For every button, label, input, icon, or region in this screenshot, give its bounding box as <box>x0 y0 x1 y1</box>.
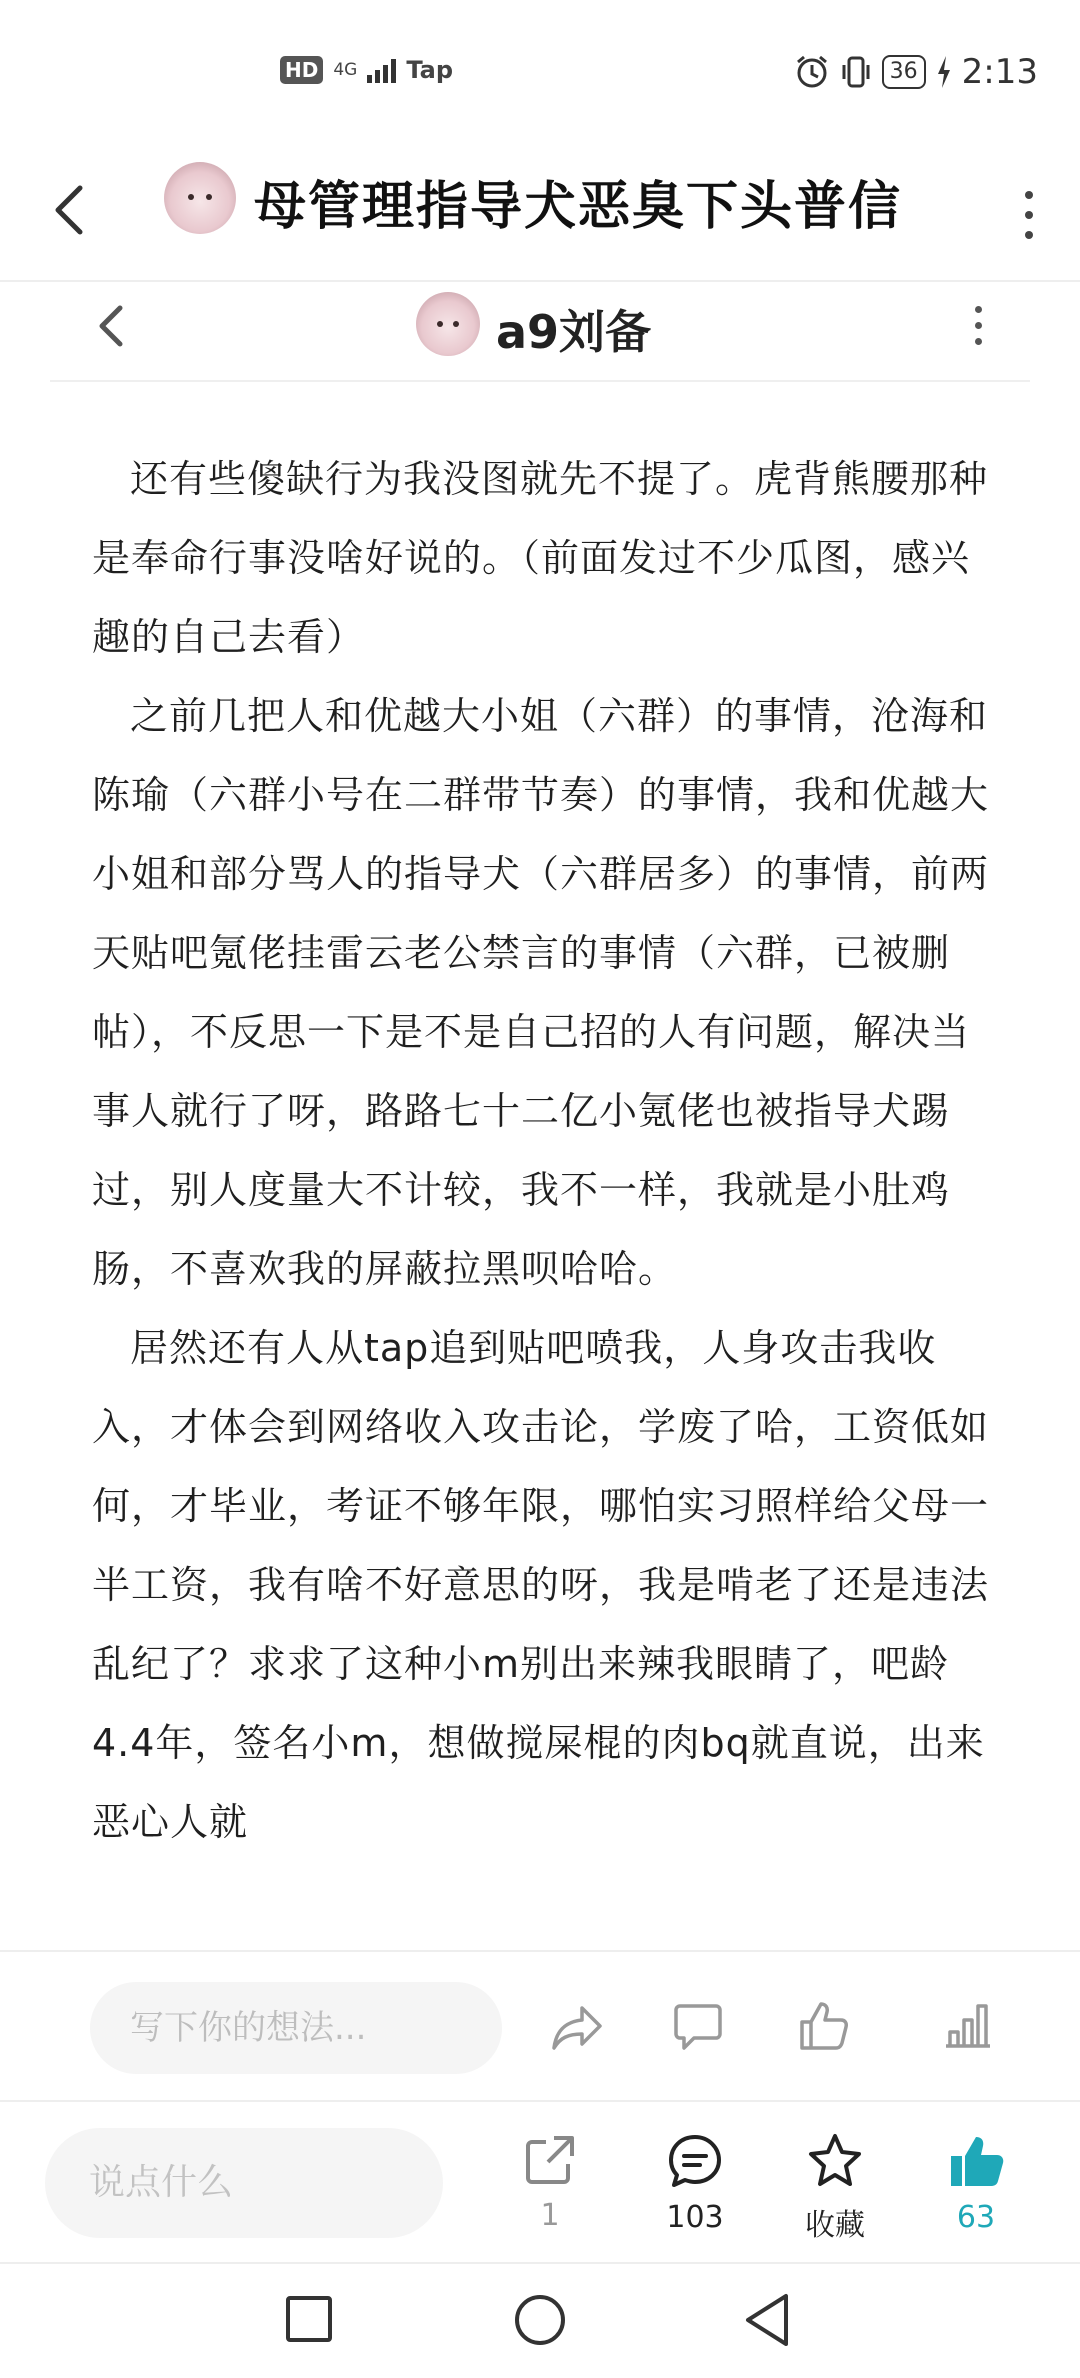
chevron-left-icon <box>40 170 100 250</box>
like-count: 63 <box>956 2200 996 2235</box>
post-body <box>92 440 992 1862</box>
comment-icon[interactable] <box>672 2000 724 2054</box>
post-header <box>50 282 1030 382</box>
share-button[interactable] <box>490 2132 610 2233</box>
comment-input[interactable]: 写下你的想法... <box>90 1982 502 2074</box>
post-back-icon[interactable] <box>90 294 134 358</box>
chat-bubble-icon <box>666 2132 724 2190</box>
star-icon <box>805 2132 865 2190</box>
thumbs-up-icon <box>947 2132 1005 2190</box>
status-left <box>280 56 453 84</box>
more-dot <box>1025 211 1033 219</box>
external-share-icon <box>522 2132 578 2188</box>
app-notification-label: Tap <box>406 56 453 84</box>
paragraph: 居然还有人从tap追到贴吧喷我，人身攻击我收入，才体会到网络收入攻击论，学废了哈，工资低如何，才毕业，考证不够年限，哪怕实习照样给父母一半工资，我有啥不好意思的呀，我是啃老了还是违法乱纪了？求求了这种小m别出来辣我眼睛了，吧龄4.4年，签名小m，想做搅屎棍的肉bq就直说，出来恶心人就 <box>92 1326 990 1844</box>
back-button[interactable] <box>40 170 100 250</box>
charging-icon <box>936 56 952 88</box>
like-icon[interactable] <box>798 1998 850 2054</box>
recents-icon[interactable] <box>284 2294 334 2344</box>
collect-label: 收藏 <box>805 2208 865 2243</box>
network-type: 4G <box>333 59 358 80</box>
group-avatar[interactable] <box>164 162 236 234</box>
more-dot <box>1025 231 1033 239</box>
status-right <box>794 52 1038 92</box>
back-nav-icon[interactable] <box>742 2292 794 2348</box>
title-bar <box>0 150 1080 282</box>
signal-icon <box>367 57 396 83</box>
battery-indicator: 36 <box>882 55 926 89</box>
share-arrow-icon[interactable] <box>550 2002 606 2054</box>
alarm-icon <box>794 54 830 90</box>
author-avatar[interactable] <box>416 292 480 356</box>
more-button[interactable] <box>1014 180 1044 250</box>
say-input[interactable]: 说点什么 <box>45 2128 443 2238</box>
paragraph: 还有些傻缺行为我没图就先不提了。虎背熊腰那种是奉命行事没啥好说的。（前面发过不少瓜图，感兴趣的自己去看） <box>92 457 989 659</box>
clock: 2:13 <box>961 52 1038 92</box>
action-bar <box>0 2100 1080 2262</box>
comment-count: 103 <box>666 2200 724 2235</box>
more-dot <box>1025 191 1033 199</box>
like-button[interactable] <box>916 2132 1036 2235</box>
page-title: 母管理指导犬恶臭下头普信 <box>254 177 903 237</box>
system-nav-bar <box>0 2262 1080 2378</box>
post-more-button[interactable] <box>968 300 988 350</box>
comments-button[interactable] <box>635 2132 755 2235</box>
share-count: 1 <box>540 2198 560 2233</box>
comment-bar <box>0 1950 1080 2100</box>
hd-icon: HD <box>280 56 323 84</box>
author-name[interactable]: a9刘备 <box>496 305 652 359</box>
home-icon[interactable] <box>512 2292 568 2348</box>
status-bar <box>0 0 1080 150</box>
vibrate-icon <box>840 55 872 89</box>
stats-icon[interactable] <box>940 2000 994 2050</box>
collect-button[interactable] <box>775 2132 895 2244</box>
paragraph: 之前几把人和优越大小姐（六群）的事情，沧海和陈瑜（六群小号在二群带节奏）的事情，我和优越大小姐和部分骂人的指导犬（六群居多）的事情，前两天贴吧氪佬挂雷云老公禁言的事情（六群，已被删帖），不反思一下是不是自己招的人有问题，解决当事人就行了呀，路路七十二亿小氪佬也被指导犬踢过，别人度量大不计较，我不一样，我就是小肚鸡肠，不喜欢我的屏蔽拉黑呗哈哈。 <box>92 694 990 1291</box>
